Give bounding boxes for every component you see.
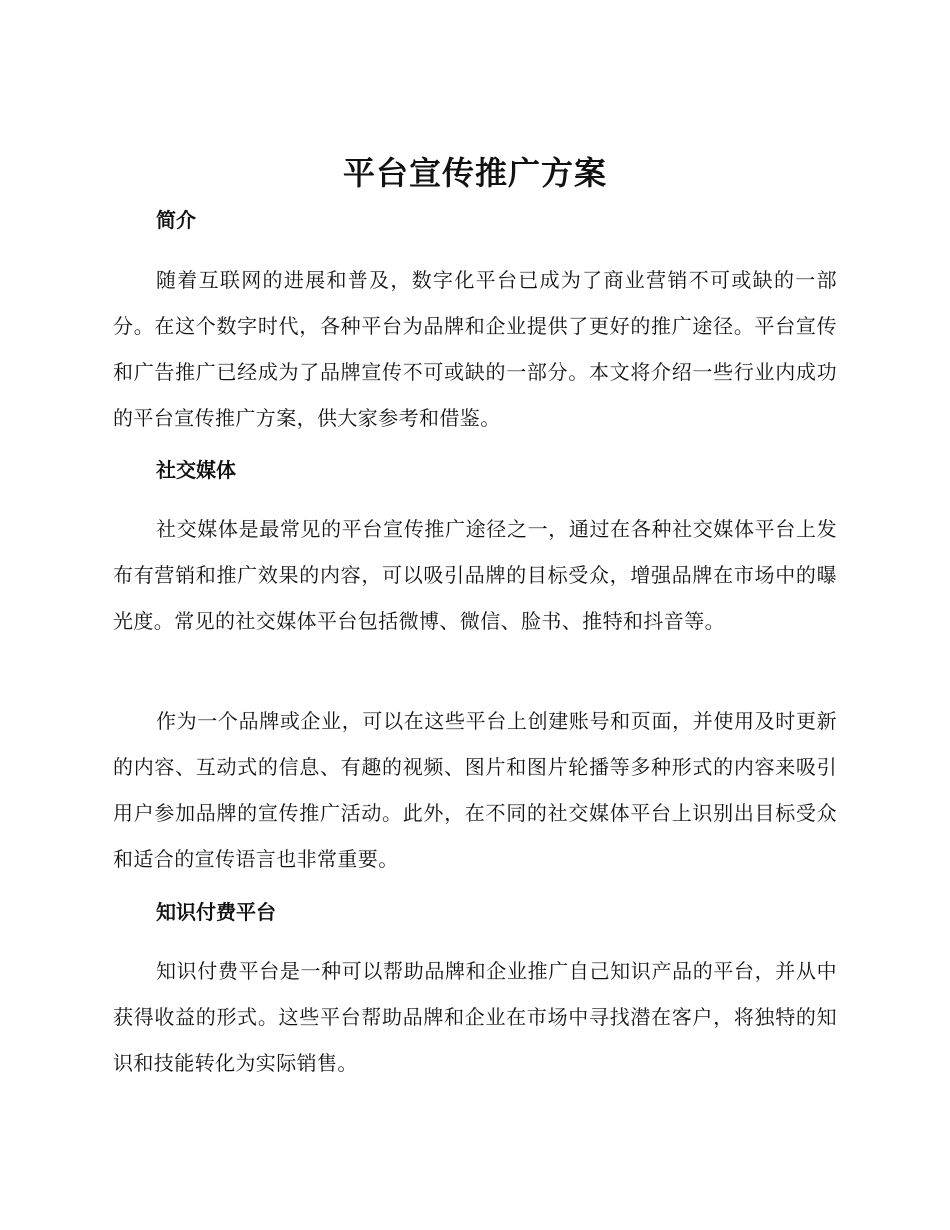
document-title: 平台宣传推广方案	[342, 154, 607, 192]
section-heading-social-media: 社交媒体	[156, 458, 236, 482]
paragraph-knowledge-platform: 知识付费平台是一种可以帮助品牌和企业推广自己知识产品的平台，并从中获得收益的形式。这些平台帮助品牌和企业在市场中寻找潜在客户，将独特的知识和技能转化为实际销售。	[113, 959, 837, 1075]
paragraph-social-media-1: 社交媒体是最常见的平台宣传推广途径之一，通过在各种社交媒体平台上发布有营销和推广效果的内容，可以吸引品牌的目标受众，增强品牌在市场中的曝光度。常见的社交媒体平台包括微博、微信、脸书、推特和抖音等。	[113, 517, 837, 633]
section-heading-intro: 简介	[156, 208, 196, 232]
paragraph-social-media-2: 作为一个品牌或企业，可以在这些平台上创建账号和页面，并使用及时更新的内容、互动式的信息、有趣的视频、图片和图片轮播等多种形式的内容来吸引用户参加品牌的宣传推广活动。此外，在不同的社交媒体平台上识别出目标受众和适合的宣传语言也非常重要。	[113, 709, 837, 871]
paragraph-intro: 随着互联网的进展和普及，数字化平台已成为了商业营销不可或缺的一部分。在这个数字时代，各种平台为品牌和企业提供了更好的推广途径。平台宣传和广告推广已经成为了品牌宣传不可或缺的一部分。本文将介绍一些行业内成功的平台宣传推广方案，供大家参考和借鉴。	[113, 268, 837, 430]
section-heading-knowledge-platform: 知识付费平台	[156, 900, 276, 924]
